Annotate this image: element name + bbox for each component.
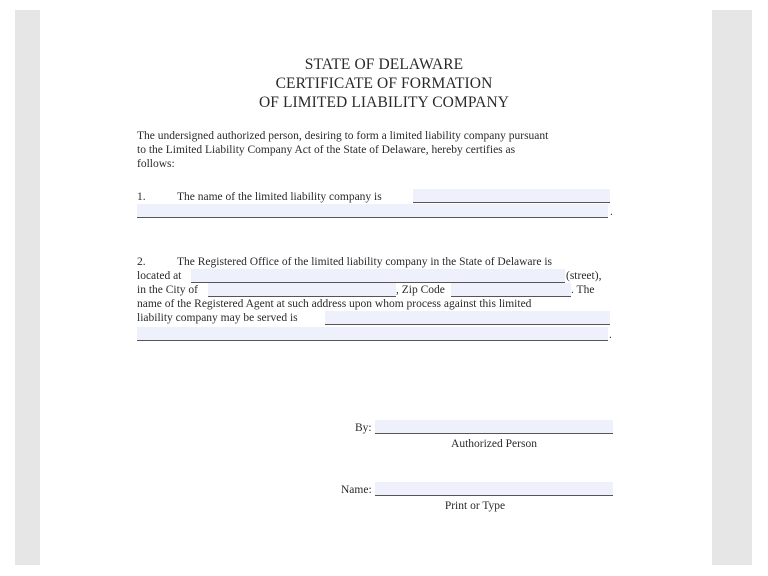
intro-line-2: to the Limited Liability Company Act of the State of Delaware, hereby certifies as [137, 144, 516, 156]
section-1-number: 1. [137, 191, 146, 203]
registered-agent-field-line-2[interactable] [137, 327, 608, 341]
title-line-3: OF LIMITED LIABILITY COMPANY [258, 94, 510, 111]
city-field[interactable] [208, 283, 396, 297]
registered-agent-field[interactable] [325, 311, 610, 325]
title-line-1: STATE OF DELAWARE [304, 56, 464, 73]
zip-label: , Zip Code [396, 284, 445, 296]
title-line-2: CERTIFICATE OF FORMATION [275, 75, 493, 92]
agent-line: name of the Registered Agent at such address upon whom process against this limited [137, 298, 532, 310]
authorized-person-caption: Authorized Person [451, 438, 537, 450]
company-name-field[interactable] [413, 189, 610, 203]
company-name-field-line-2[interactable] [137, 204, 608, 218]
served-line: liability company may be served is [137, 312, 298, 324]
street-field[interactable] [191, 269, 565, 283]
print-name-field[interactable] [375, 482, 613, 496]
intro-line-3: follows: [137, 158, 175, 170]
name-label: Name: [341, 484, 372, 496]
intro-line-1: The undersigned authorized person, desiring to form a limited liability company pursuant [137, 130, 549, 142]
section-1-period: . [610, 206, 613, 218]
city-label: in the City of [137, 284, 199, 296]
street-suffix: (street), [566, 270, 602, 282]
zip-code-field[interactable] [451, 283, 571, 297]
section-1-text: The name of the limited liability company is [177, 191, 382, 203]
section-2-period: . [609, 329, 612, 341]
located-at-label: located at [137, 270, 182, 282]
authorized-person-signature-field[interactable] [375, 420, 613, 434]
print-or-type-caption: Print or Type [444, 500, 506, 512]
zip-suffix: . The [571, 284, 595, 296]
section-2-line-1: The Registered Office of the limited liability company in the State of Delaware is [177, 256, 553, 268]
by-label: By: [355, 422, 372, 434]
section-2-number: 2. [137, 256, 146, 268]
